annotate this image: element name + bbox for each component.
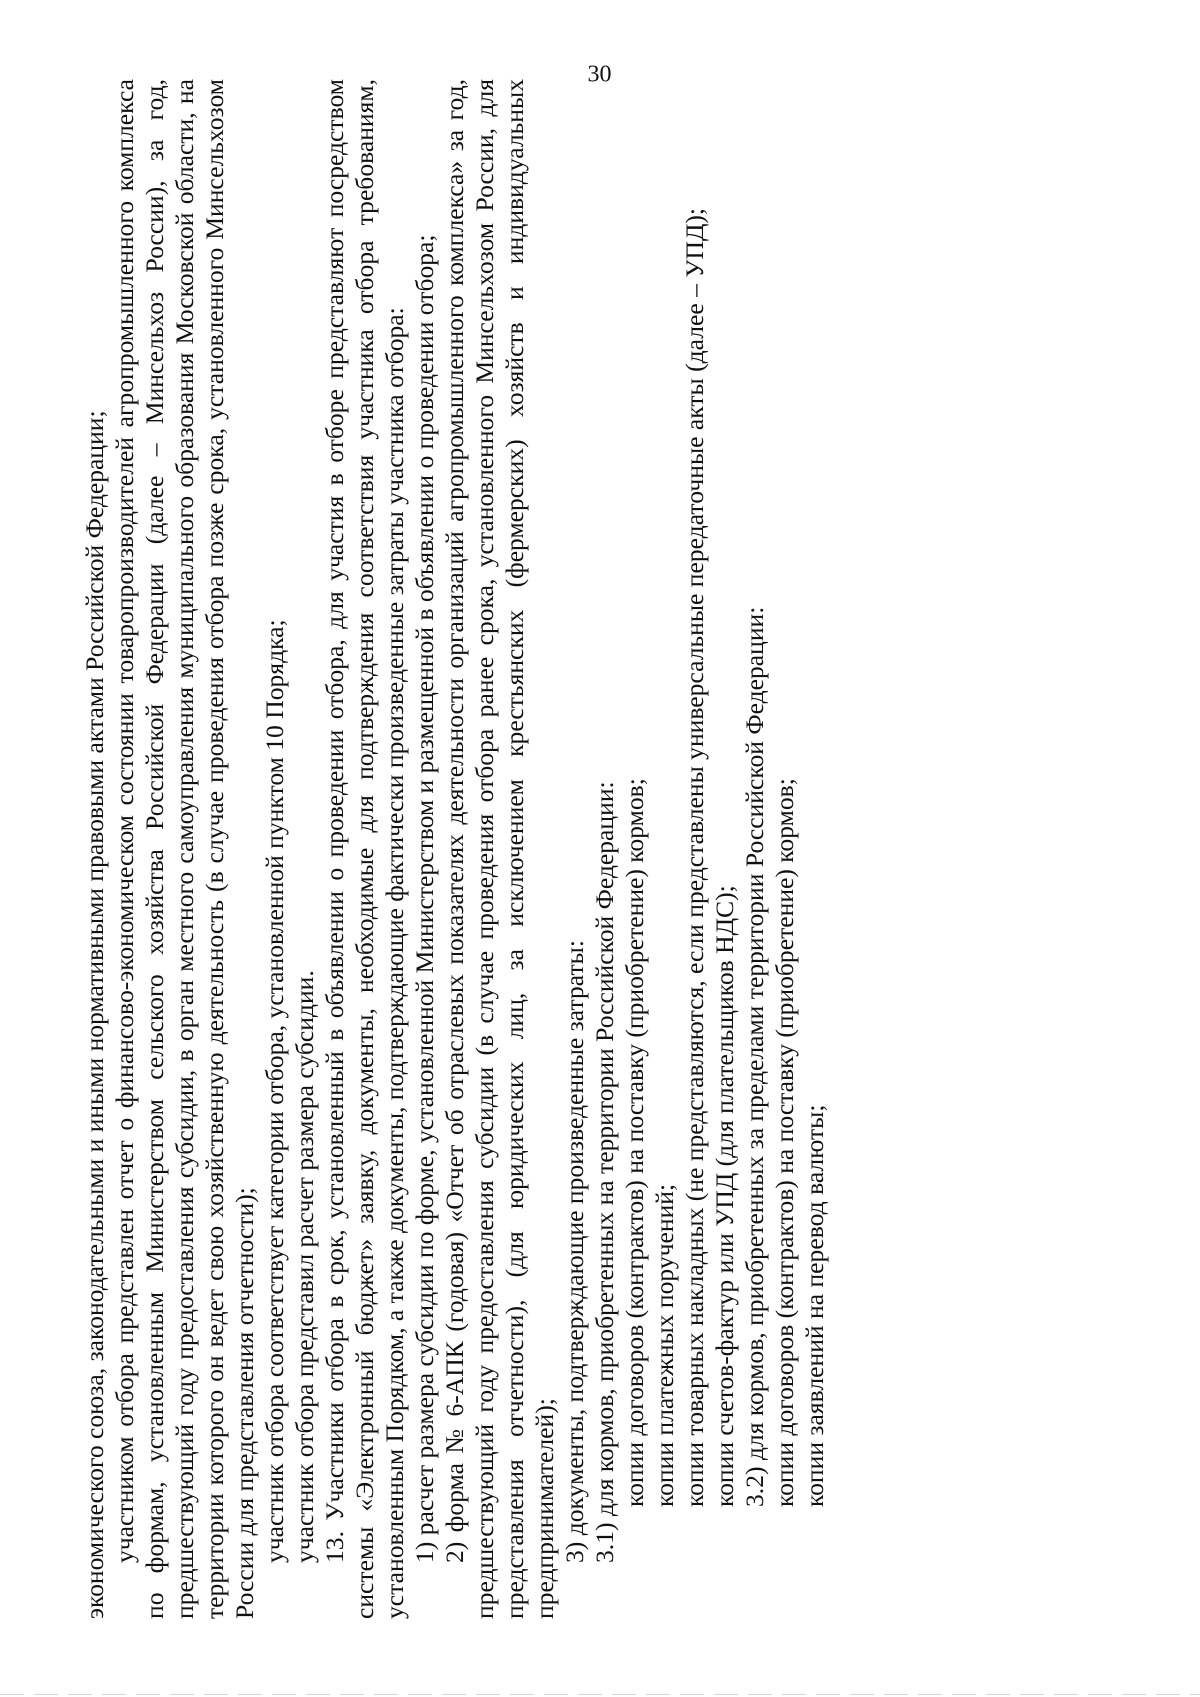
paragraph: копии договоров (контрактов) на поставку (приобретение) кормов;: [620, 777, 649, 1507]
paragraph: 2) форма № 6-АПК (годовая) «Отчет об отраслевых показателях деятельности организаций агропромышленного комплекса» за год, предшествующий году предоставления субсидии (в случае проведения отбора ранее срока, установленного Минсельхозом России, для представления отчетности), (для юридических лиц, за исключением крестьянских (фермерских) хозяйств и индивидуальных предпринимателей);: [440, 78, 559, 1619]
page-number: 30: [587, 61, 612, 87]
scan-artifact-line: [0, 1694, 1200, 1695]
paragraph: копии счетов-фактур или УПД (для плательщиков НДС);: [710, 884, 739, 1507]
paragraph: 3.2) для кормов, приобретенных за пределами территории Российской Федерации:: [740, 606, 769, 1507]
paragraph: 3) документы, подтверждающие произведенные затраты:: [560, 939, 589, 1563]
paragraph: копии заявлений на перевод валюты;: [800, 1104, 829, 1507]
paragraph: 3.1) для кормов, приобретенных на территории Российской Федерации:: [590, 780, 619, 1563]
paragraph: участником отбора представлен отчет о финансово-экономическом состоянии товаропроизводителей агропромышленного комплекса по формам, установленным Министерством сельского хозяйства Российской Федерации (далее – Минсельхоз России), за год, предшествующий году предоставления субсидии, в орган местного самоуправления муниципального образования Московской области, на территории которого он ведет свою хозяйственную деятельность (в случае проведения отбора позже срока, установленного Минсельхозом России для представления отчетности);: [110, 78, 259, 1619]
paragraph: экономического союза, законодательными и иными нормативными правовыми актами Российской Федерации;: [80, 409, 109, 1619]
paragraph: 13. Участники отбора в срок, установленный в объявлении о проведении отбора, для участия в отборе представляют посредством системы «Электронный бюджет» заявку, документы, необходимые для подтверждения соответствия участника отбора требованиям, установленным Порядком, а также документы, подтверждающие фактически произведенные затраты участника отбора:: [320, 78, 409, 1619]
paragraph: участник отбора представил расчет размера субсидии.: [290, 969, 319, 1563]
paragraph: копии платежных поручений;: [650, 1183, 679, 1507]
paragraph: участник отбора соответствует категории отбора, установленной пунктом 10 Порядка;: [260, 618, 289, 1563]
paragraph: копии договоров (контрактов) на поставку (приобретение) кормов;: [770, 777, 799, 1507]
paragraph: копии товарных накладных (не представляются, если представлены универсальные передаточные акты (далее – УПД);: [680, 207, 709, 1507]
rotated-page-content: [70, 61, 1130, 1619]
paragraph: 1) расчет размера субсидии по форме, установленной Министерством и размещенной в объявлении о проведении отбора;: [410, 233, 439, 1563]
body-text: [80, 79, 830, 1619]
